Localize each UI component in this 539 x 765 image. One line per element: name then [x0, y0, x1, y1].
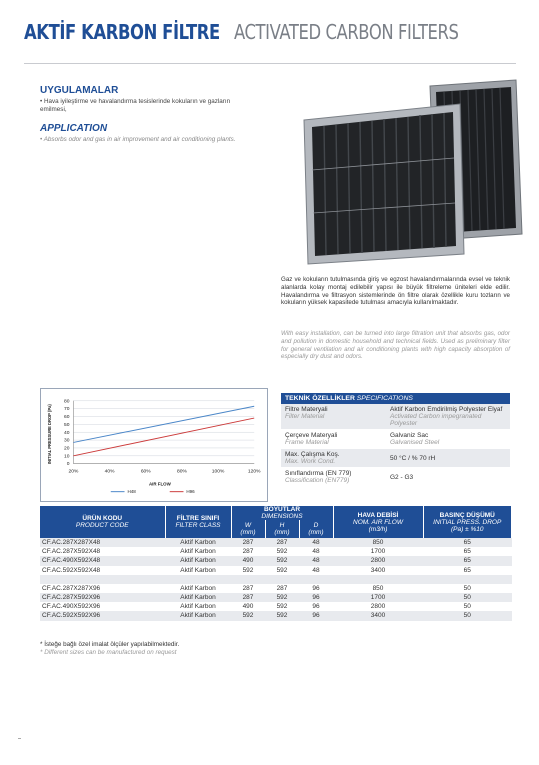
- spec-key-tr: Filtre Materyali: [285, 406, 328, 413]
- table-spacer: [40, 575, 512, 584]
- table-row: CF.AC.490X592X96 Aktif Karbon 490 592 96 2800 50: [42, 603, 471, 611]
- spec-row: [281, 468, 510, 487]
- col-air-flow: HAVA DEBİSİ NOM. AIR FLOW (m3/h): [333, 506, 423, 538]
- chart-series: [73, 406, 254, 456]
- chart-xlabel: AIR FLOW: [148, 481, 171, 487]
- chart-y-tick-label: 20: [64, 446, 70, 452]
- spec-value-tr: 50 °C / % 70 rH: [390, 454, 436, 462]
- table-row: CF.AC.592X592X48 Aktif Karbon 592 592 48 3400 65: [42, 566, 471, 574]
- applications-text-tr: • Hava iyileştirme ve havalandırma tesislerinde kokuların ve gazların emilmesi,: [40, 98, 231, 113]
- col-w: W (mm): [231, 520, 265, 538]
- chart-legend: [111, 489, 195, 494]
- footnote-tr: * İsteğe bağlı özel imalat ölçüler yapılabilmektedir.: [40, 641, 180, 648]
- col-product-code: ÜRÜN KODU PRODUCT CODE: [40, 506, 165, 538]
- chart-y-tick-label: 30: [64, 438, 70, 444]
- spec-value-en: Galvanised Steel: [390, 439, 440, 446]
- spec-row: [281, 404, 510, 430]
- spec-key-en: Filter Material: [285, 413, 325, 420]
- chart-ylabel: INITIAL PRESSURE DROP (Pa): [46, 404, 52, 465]
- chart-y-ticks: [64, 398, 70, 467]
- table-row: CF.AC.287X592X96 Aktif Karbon 287 592 96 1700 50: [40, 593, 512, 602]
- table-row: CF.AC.287X287X48 Aktif Karbon 287 287 48 850 65: [40, 538, 512, 547]
- pressure-drop-chart: [40, 388, 268, 502]
- spec-row: [281, 449, 510, 468]
- chart-y-tick-label: 80: [64, 399, 70, 405]
- table-row: CF.AC.592X592X96 Aktif Karbon 592 592 96 3400 50: [40, 611, 512, 620]
- title-tr: AKTİF KARBON FİLTRE: [24, 20, 220, 44]
- col-h: H (mm): [265, 520, 299, 538]
- spec-key-tr: Sınıflandırma (EN 779): [285, 470, 352, 477]
- spec-value-tr: Galvaniz Sac: [390, 432, 429, 439]
- chart-x-tick-label: 120%: [247, 469, 261, 475]
- footnotes: [40, 641, 179, 657]
- footnote-en: * Different sizes can be manufactured on request: [40, 649, 177, 656]
- header-divider: [24, 63, 516, 64]
- product-table: [40, 506, 512, 621]
- description-tr: Gaz ve kokuların tutulmasında giriş ve egzost havalandırmalarında evsel ve teknik alanlarda kolay montaj edilebilir yapısı ile büyük filtreleme üniteleri elde edilir. Havalandırma ve filtrasyon sistemlerinde ön filtre olarak özellikle kuru tozların ve kokuların yüksek kapasitede tutulması amacıyla kullanılmaktadır.: [281, 276, 510, 307]
- chart-legend-label: H96: [186, 489, 195, 495]
- chart-x-tick-label: 60%: [140, 469, 151, 475]
- chart-legend-label: H48: [127, 489, 136, 495]
- page-header: [24, 20, 524, 56]
- applications-title-tr: UYGULAMALAR: [40, 85, 119, 96]
- specifications-title-en: SPECIFICATIONS: [356, 395, 413, 402]
- specifications-header: [281, 393, 510, 404]
- spec-key-en: Frame Material: [285, 439, 329, 446]
- col-d: D (mm): [299, 520, 333, 538]
- applications-title-en: APPLICATION: [40, 123, 108, 134]
- chart-y-tick-label: 40: [64, 430, 70, 436]
- spec-row: [281, 430, 510, 449]
- title-en: ACTIVATED CARBON FILTERS: [233, 20, 459, 44]
- specifications-title-tr: TEKNİK ÖZELLİKLER: [285, 395, 355, 402]
- col-filter-class: FİLTRE SINIFI FILTER CLASS: [165, 506, 231, 538]
- product-photo: [300, 78, 525, 268]
- chart-x-ticks: [69, 469, 262, 475]
- chart-x-tick-label: 40%: [104, 469, 115, 475]
- spec-key-tr: Max. Çalışma Koş.: [285, 451, 340, 458]
- applications-text-en: • Absorbs odor and gas in air improvement and air conditioning plants.: [40, 136, 236, 143]
- specifications-panel: [281, 393, 510, 487]
- chart-x-tick-label: 100%: [211, 469, 225, 475]
- spec-key-tr: Çerçeve Materyali: [285, 432, 338, 439]
- spec-value-tr: Aktif Karbon Emdirilmiş Polyester Elyaf: [390, 406, 503, 413]
- chart-y-tick-label: 50: [64, 422, 70, 428]
- chart-y-tick-label: 0: [66, 462, 70, 468]
- table-row: CF.AC.490X592X48 Aktif Karbon 490 592 48 2800 65: [40, 556, 512, 565]
- spec-value-tr: G2 - G3: [390, 473, 414, 481]
- col-dimensions: BOYUTLAR DIMENSIONS: [231, 506, 333, 520]
- spec-key-en: Max. Work Cond.: [285, 458, 336, 465]
- filter-front: [304, 104, 464, 264]
- spec-value-en: Activated Carbon impegranated Polyester: [390, 413, 482, 427]
- col-pressure-drop: BASINÇ DÜŞÜMÜ INITIAL PRESS. DROP (Pa) ± %10: [423, 506, 512, 538]
- footer-mark: [18, 738, 21, 739]
- applications-section: [40, 85, 240, 144]
- chart-x-tick-label: 80%: [176, 469, 187, 475]
- chart-x-tick-label: 20%: [68, 469, 79, 475]
- table-row: CF.AC.287X592X48 Aktif Karbon 287 592 48 1700 65: [42, 548, 471, 556]
- chart-y-tick-label: 60: [64, 415, 70, 421]
- description-en: With easy installation, can be turned into large filtration unit that absorbs gas, odor and pollution in domestic household and technical fields. Used as preliminary filter for general ventilation and air conditioning plants with high capacity absorption of especially dry dust and odors.: [281, 330, 510, 361]
- table-row: CF.AC.287X287X96 Aktif Karbon 287 287 96 850 50: [42, 584, 471, 592]
- chart-y-tick-label: 70: [64, 407, 70, 413]
- chart-y-tick-label: 10: [64, 454, 70, 460]
- spec-key-en: Classification (EN779): [285, 477, 350, 484]
- chart-grid: [73, 401, 254, 464]
